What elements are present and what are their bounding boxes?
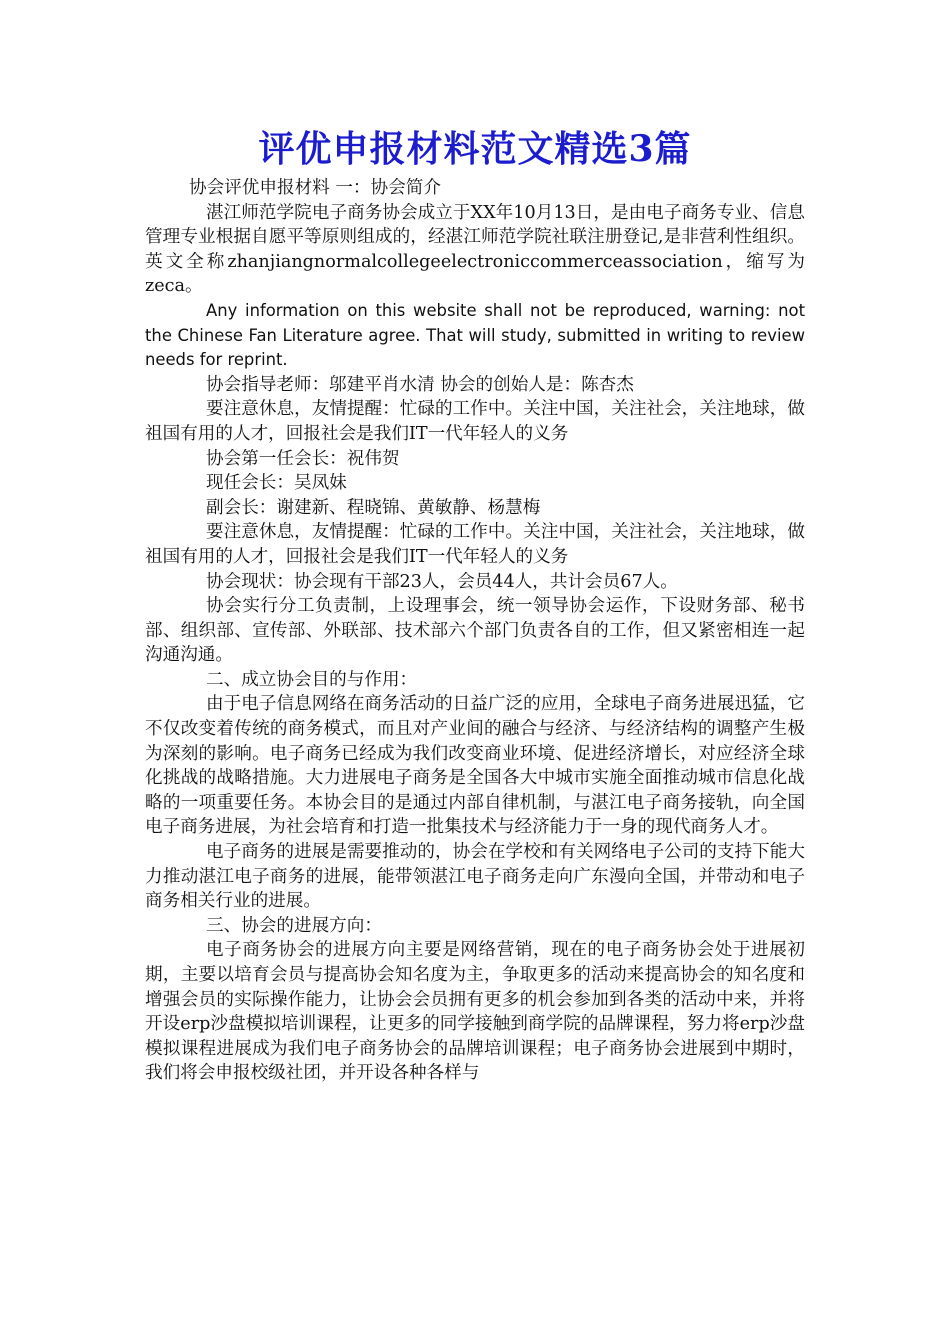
paragraph-reminder-repeat: 要注意休息，友情提醒：忙碌的工作中。关注中国，关注社会，关注地球，做祖国有用的人才，回报社会是我们IT一代年轻人的义务 xyxy=(145,522,805,567)
paragraph-current-president: 现任会长：吴凤妹 xyxy=(206,473,347,494)
document-title: 评优申报材料范文精选3篇 xyxy=(258,128,692,170)
paragraph-status: 协会现状：协会现有干部23人，会员44人，共计会员67人。 xyxy=(206,571,678,592)
paragraph-reprint-notice: Any information on this website shall not be reproduced, warning: not the Chinese Fan Literature agree. That will study, submitted in writing to review needs for reprint. xyxy=(145,300,805,370)
paragraph-purpose: 由于电子信息网络在商务活动的日益广泛的应用，全球电子商务进展迅猛，它不仅改变着传统的商务模式，而且对产业间的融合与经济、与经济结构的调整产生极为深刻的影响。电子商务已经成为我们改变商业环境、促进经济增长，对应经济全球化挑战的战略措施。大力进展电子商务是全国各大中城市实施全面推动城市信息化战略的一项重要任务。本协会目的是通过内部自律机制，与湛江电子商务接轨，向全国电子商务进展，为社会培育和打造一批集技术与经济能力于一身的现代商务人才。 xyxy=(145,694,805,838)
paragraph-association-founding: 湛江师范学院电子商务协会成立于XX年10月13日，是由电子商务专业、信息管理专业根据自愿平等原则组成的，经湛江师范学院社联注册登记,是非营利性组织。英文全称zhanjiangnormalcollegeelectroniccommerceassociation，缩写为zeca。 xyxy=(145,202,805,297)
section-heading-direction: 三、协会的进展方向： xyxy=(206,915,382,936)
paragraph-advisors: 协会指导老师：邬建平肖水清 协会的创始人是：陈杏杰 xyxy=(206,374,634,395)
paragraph-vice-presidents: 副会长：谢建新、程晓锦、黄敏静、杨慧梅 xyxy=(206,497,541,518)
document-body xyxy=(145,124,805,1086)
paragraph-direction: 电子商务协会的进展方向主要是网络营销，现在的电子商务协会处于进展初期，主要以培育会员与提高协会知名度为主，争取更多的活动来提高协会的知名度和增强会员的实际操作能力，让协会会员拥有更多的机会参加到各类的活动中来，并将开设erp沙盘模拟培训课程，让更多的同学接触到商学院的品牌课程，努力将erp沙盘模拟课程进展成为我们电子商务协会的品牌培训课程；电子商务协会进展到中期时，我们将会申报校级社团，并开设各种各样与 xyxy=(145,940,805,1084)
paragraph-first-president: 协会第一任会长：祝伟贺 xyxy=(206,448,400,469)
section-heading-purpose: 二、成立协会目的与作用： xyxy=(206,669,418,690)
paragraph-structure: 协会实行分工负责制，上设理事会，统一领导协会运作，下设财务部、秘书部、组织部、宣传部、外联部、技术部六个部门负责各自的工作，但又紧密相连一起沟通沟通。 xyxy=(145,596,805,666)
paragraph-reminder: 要注意休息，友情提醒：忙碌的工作中。关注中国，关注社会，关注地球，做祖国有用的人才，回报社会是我们IT一代年轻人的义务 xyxy=(145,399,805,444)
paragraph-intro-heading: 协会评优申报材料 一：协会简介 xyxy=(189,178,441,198)
paragraph-promotion: 电子商务的进展是需要推动的，协会在学校和有关网络电子公司的支持下能大力推动湛江电子商务的进展，能带领湛江电子商务走向广东漫向全国，并带动和电子商务相关行业的进展。 xyxy=(145,842,805,912)
